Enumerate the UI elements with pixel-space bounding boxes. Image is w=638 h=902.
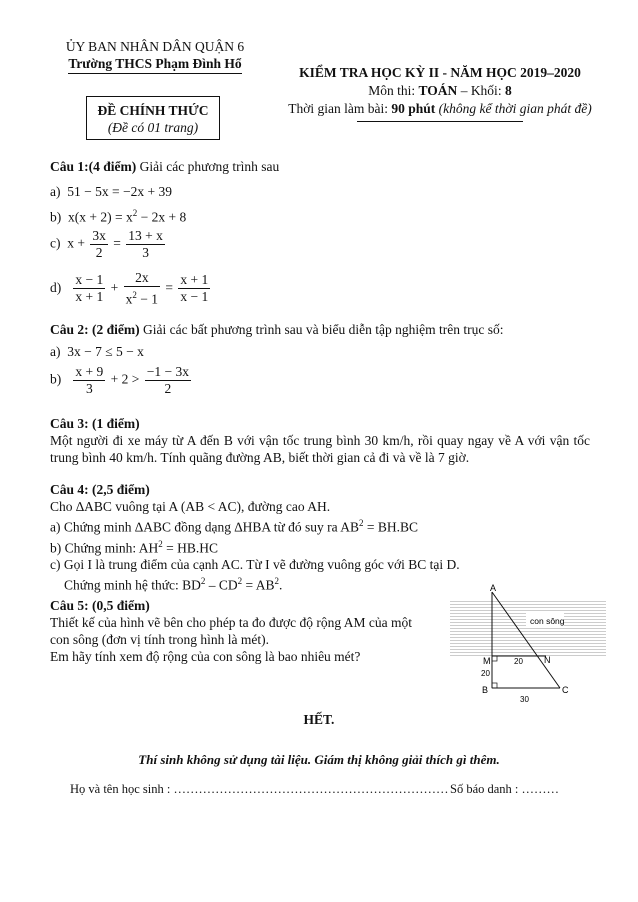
time-line: Thời gian làm bài: 90 phút (không kể thời gian phát đề): [288, 101, 592, 116]
footer: [70, 782, 590, 797]
q5-heading: Câu 5: (0,5 điểm): [50, 598, 150, 613]
header-right: [272, 64, 608, 122]
page-count: (Đề có 01 trang): [107, 120, 199, 135]
subject-line: Môn thi: TOÁN – Khối: 8: [368, 83, 512, 98]
q4-c2: Chứng minh hệ thức: $BD^2 - CD^2 = AB^2$.: [64, 576, 283, 593]
candidate-number-field: Số báo danh : ………: [450, 782, 560, 796]
q4-heading: Câu 4: (2,5 điểm): [50, 482, 150, 497]
right-angle-b: [492, 683, 497, 688]
label-bc: 30: [520, 695, 529, 704]
q4-intro: Cho ∆ABC vuông tại A (AB < AC), đường cao AH.: [50, 499, 331, 514]
exam-time: 90 phút: [391, 101, 436, 116]
q3-heading: Câu 3: (1 điểm): [50, 416, 140, 431]
student-name-field: Họ và tên học sinh : …………………………………………………………: [70, 782, 449, 796]
official-box: [86, 96, 220, 140]
river-label: con sông: [530, 616, 565, 626]
q5-line3: Em hãy tính xem độ rộng của con sông là bao nhiêu mét?: [50, 649, 361, 664]
river-figure: [448, 582, 608, 706]
q2-b-frac2: $\frac{-1 - 3x}{2}$: [146, 364, 189, 396]
org-name: ỦY BAN NHÂN DÂN QUẬN 6: [65, 39, 245, 54]
q2-b-frac1: $\frac{x + 9}{3}$: [75, 364, 104, 396]
label-c: C: [562, 685, 569, 695]
q1-heading: Câu 1:(4 điểm) Giải các phương trình sau: [50, 159, 280, 174]
q2-heading: Câu 2: (2 điểm) Giải các bất phương trình sau và biểu diễn tập nghiệm trên trục số:: [50, 322, 504, 337]
label-n: N: [544, 655, 551, 665]
official-title: ĐỀ CHÍNH THỨC: [97, 103, 209, 118]
q1-d-frac1: $\frac{x - 1}{x + 1}$: [75, 272, 104, 305]
q5: [50, 597, 430, 665]
label-mb: 20: [481, 669, 490, 678]
q2-b: b) $\frac{x + 9}{3}$ + 2 > $\frac{-1 - 3x}{2}$: [50, 364, 189, 396]
label-b: B: [482, 685, 489, 695]
q1-b: b) $x(x + 2) = x^2 - 2x + 8$: [50, 208, 187, 225]
exam-note: Thí sinh không sử dụng tài liệu. Giám thị không giải thích gì thêm.: [138, 752, 500, 767]
header-left: [40, 38, 270, 74]
q5-line1: Thiết kế của hình vẽ bên cho phép ta đo được độ rộng AM của một: [50, 615, 412, 630]
q5-line2: con sông (đơn vị tính trong hình là mét).: [50, 632, 269, 647]
q1-d: d) $\frac{x - 1}{x + 1}$ + $\frac{2x}{x^2 - 1}$ = $\frac{x + 1}{x - 1}$: [50, 270, 209, 307]
school-name: Trường THCS Phạm Đình Hổ: [68, 55, 241, 74]
grade: 8: [504, 83, 512, 98]
end-marker: HẾT.: [303, 712, 335, 727]
q1-d-frac3: $\frac{x + 1}{x - 1}$: [180, 272, 209, 305]
q1-c-frac2: $\frac{13 + x}{3}$: [128, 228, 163, 260]
q1-c: c) x + $\frac{3x}{2}$ = $\frac{13 + x}{3}$: [50, 228, 163, 260]
exam-title: KIỂM TRA HỌC KỲ II - NĂM HỌC 2019–2020: [299, 65, 581, 80]
q4-a: a) Chứng minh ∆ABC đồng dạng ∆HBA từ đó suy ra $AB^2 = BH.BC$: [50, 518, 419, 535]
q4: [50, 481, 590, 594]
q3-text: Một người đi xe máy từ A đến B với vận tốc trung bình 30 km/h, rồi quay ngay về A với vận tốc trung bình 40 km/h. Tính quãng đường AB, biết thời gian cả đi và về là 7 giờ.: [50, 433, 590, 465]
q3: [50, 415, 590, 466]
time-note: (không kể thời gian phát đề): [438, 101, 592, 116]
q4-b: b) Chứng minh: $AH^2 = HB.HC$: [50, 538, 218, 555]
label-mn: 20: [514, 657, 523, 666]
q1-a: a) 51 − 5x = −2x + 39: [50, 184, 172, 199]
label-m: M: [483, 656, 491, 666]
header-underline: [357, 121, 523, 122]
q1-d-frac2: $\frac{2x}{x^2 - 1}$: [125, 270, 158, 307]
subject: TOÁN: [418, 83, 458, 98]
q2-a: a) 3x − 7 ≤ 5 − x: [50, 344, 144, 359]
label-a: A: [490, 583, 497, 593]
right-angle-m: [492, 656, 497, 661]
q1-c-frac1: $\frac{3x}{2}$: [92, 228, 106, 260]
q4-c: c) Gọi I là trung điểm của cạnh AC. Từ I vẽ đường vuông góc với BC tại D.: [50, 557, 460, 572]
